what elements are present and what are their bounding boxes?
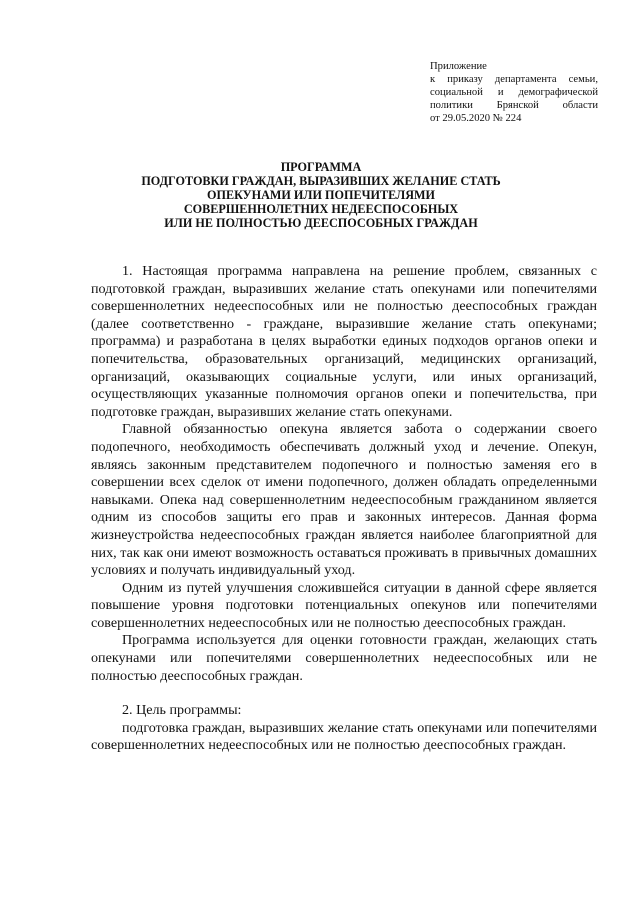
title-line: СОВЕРШЕННОЛЕТНИХ НЕДЕЕСПОСОБНЫХ (183, 202, 459, 216)
appendix-line: социальной и демографической (430, 87, 598, 98)
paragraph: Главной обязанностью опекуна является забота о содержании своего подопечного, необходимость обеспечивать должный уход и лечение. Опекун, являясь законным представителем подопечного и полностью заменяя его в совершении всех сделок от имени подопечного, должен обладать определенными навыками. Опека над совершеннолетним недееспособным гражданином является одним из способов защиты его прав и законных интересов. Данная форма жизнеустройства недееспособных граждан является наиболее благоприятной для них, так как они имеют возможность оставаться проживать в привычных домашних условиях и получать индивидуальный уход. (91, 421, 597, 579)
title-line: ПОДГОТОВКИ ГРАЖДАН, ВЫРАЗИВШИХ ЖЕЛАНИЕ СТАТЬ (141, 174, 501, 188)
section-heading: 2. Цель программы: (122, 702, 242, 719)
title-line: ПРОГРАММА (280, 160, 362, 174)
paragraph: Программа используется для оценки готовности граждан, желающих стать опекунами или попечителями совершеннолетних недееспособных или не полностью дееспособных граждан. (91, 632, 597, 684)
document-title (90, 160, 552, 230)
appendix-line: Приложение (430, 61, 487, 72)
paragraph: подготовка граждан, выразивших желание стать опекунами или попечителями совершеннолетних недееспособных или не полностью дееспособных граждан. (91, 719, 597, 754)
appendix-line: к приказу департамента семьи, (430, 74, 598, 85)
appendix-block (430, 60, 598, 125)
paragraph: Одним из путей улучшения сложившейся ситуации в данной сфере является повышение уровня подготовки потенциальных опекунов или попечителями совершеннолетних недееспособных или не полностью дееспособных граждан. (91, 579, 597, 631)
title-line: ИЛИ НЕ ПОЛНОСТЬЮ ДЕЕСПОСОБНЫХ ГРАЖДАН (164, 216, 478, 230)
paragraph: 1. Настоящая программа направлена на решение проблем, связанных с подготовкой граждан, выразивших желание стать опекунами или попечителями совершеннолетних недееспособных или не полностью дееспособных граждан (далее соответственно - граждане, выразившие желание стать опекунами; программа) и разработана в целях выработки единых подходов органов опеки и попечительства, образовательных организаций, медицинских организаций, организаций, оказывающих социальные услуги, или иных организаций, осуществляющих указанные полномочия органов опеки и попечительства, при подготовке граждан, выразивших желание стать опекунами. (91, 263, 597, 420)
appendix-line: от 29.05.2020 № 224 (430, 113, 522, 124)
document-body (91, 263, 597, 755)
appendix-line: политики Брянской области (430, 100, 598, 111)
title-line: ОПЕКУНАМИ ИЛИ ПОПЕЧИТЕЛЯМИ (207, 188, 435, 202)
